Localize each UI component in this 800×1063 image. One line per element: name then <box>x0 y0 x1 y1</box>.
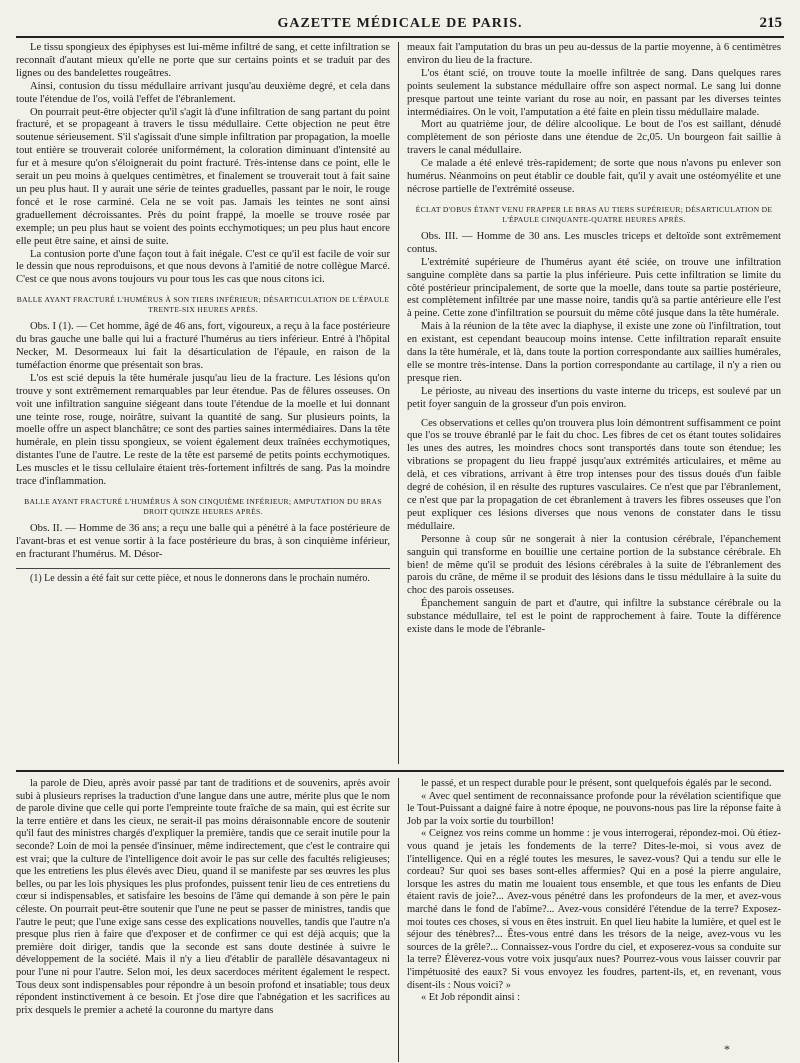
footnote-rule <box>16 568 390 569</box>
footnote: (1) Le dessin a été fait sur cette pièce, et nous le donnerons dans le prochain numéro. <box>30 572 370 584</box>
paragraph: L'os étant scié, on trouve toute la moelle infiltrée de sang. Dans quelques rares points seulement la substance médullaire offre son aspect normal. Le sang lui donne presque partout une teinte variant du rose au noir, en passant par les diverses teintes intermédiaires. On le voit, l'amputation a été faite en plein tissu médullaire malade. <box>407 67 781 118</box>
paragraph: Épanchement sanguin de part et d'autre, qui infiltre la substance cérébrale ou la substance médullaire, tel est le point de rapprochement à faire. Toute la différence existe dans le mode de l'ébranle- <box>407 598 781 636</box>
top-columns <box>16 42 784 764</box>
observation-paragraph: Obs. II. — Homme de 36 ans; a reçu une balle qui a pénétré à la face postérieure de l'avant-bras et est venue sortir à la face postérieure du bras, à son cinquième inférieur, en fracturant l'humérus. M. Désor- <box>16 523 390 560</box>
right-column <box>407 42 781 764</box>
paragraph: Le périoste, au niveau des insertions du vaste interne du triceps, est soulevé par un petit foyer sanguin de la grosseur d'un pois environ. <box>407 385 781 410</box>
paragraph: « Avec quel sentiment de reconnaissance profonde pour la révélation scientifique que le Tout-Puissant a daigné faire à notre époque, ne pouvons-nous pas lire la réponse faite à Job par la voix sortie du tourbillon! <box>407 790 781 827</box>
page-number: 215 <box>759 15 782 31</box>
paragraph: le passé, et un respect durable pour le présent, sont quelquefois égalés par le second. <box>421 778 772 789</box>
paragraph: « Ceignez vos reins comme un homme : je vous interrogerai, répondez-moi. Où étiez-vous quand je jetais les fondements de la terre? Dites-le-moi, si vous avez de l'intelligence. Qui en a réglé toutes les mesures, le savez-vous? Qui a tendu sur elle le cordeau? Sur quoi ses bases sont-elles affermies? Qui en a posé la pierre angulaire, lorsque les astres du matin me louaient tous ensemble, et que tous les enfants de Dieu étaient ravis de joie?... Avez-vous pénétré dans les profondeurs de la mer, et avez-vous marché dans le fond de l'abîme?... Avez-vous considéré l'étendue de la terre? Exposez-moi toutes ces choses, si vous en êtes instruit. En quel lieu habite la lumière, et quel est le séjour des ténèbres?... Êtes-vous entré dans les trésors de la neige, avez-vous vu les sources de la grêle?... Connaissez-vous l'ordre du ciel, et exposerez-vous sa conduite sur la terre? Élèverez-vous votre voix jusqu'aux nues? Pourrez-vous vous laisser couvrir par l'impétuosité des eaux? Si vous envoyez les foudres, partent-ils, et, en revenant, vous disent-ils : Nous voici? » <box>407 828 781 991</box>
column-divider <box>398 778 399 1062</box>
paragraph: Ces observations et celles qu'on trouvera plus loin démontrent suffisamment ce point que l'os se trouve ébranlé par le fait du choc. Les fibres de cet os étant toutes solidaires les unes des autres, les moindres chocs sont transportés dans toute son étendue; les vibrations se propagent du lieu frappé jusqu'aux extrémités articulaires, et même au delà, et ces vibrations, arrivant à être trop intenses pour des tissus doués d'un faible degré de cohésion, il en résulte des ruptures vasculaires. Ce n'est que par l'ébranlement, ce n'est que par la propagation de cet ébranlement à travers les fibres osseuses que l'on peut expliquer ces lésions diverses que nous venons de constater dans le tissu médullaire. <box>407 417 781 532</box>
paragraph: « Et Job répondit ainsi : <box>421 992 520 1004</box>
paragraph: Mais à la réunion de la tête avec la diaphyse, il existe une zone où l'infiltration, tout en existant, est cependant beaucoup moins intense. Cette infiltration reparaît ensuite dans la tête humérale, et là, dans toute la portion correspondante aux saillies humérales, elle se montre très-intense. Dans la portion correspondante au cartilage, il n'y a rien ou presque rien. <box>407 321 781 384</box>
left-column <box>16 42 390 764</box>
paragraph: L'os est scié depuis la tête humérale jusqu'au lieu de la fracture. Les lésions qu'on trouve y sont extrêmement remarquables par leur étendue. Pas de fêlures osseuses. On voit une infiltration sanguine siégeant dans toute l'étendue de la moelle et lui donnant une teinte rose, rouge, noirâtre, suivant la quantité de sang. Sur plusieurs points, la moelle offre un aspect blanchâtre; ce sont des parties saines intermédiaires. Dans la tête humérale, en plein tissu spongieux, se voient également deux traînées ecchymotiques, distantes l'une de l'autre. Le reste de la tête est parsemé de petits points ecchymotiques. Les muscles et le tissu cellulaire étaient très-fortement infiltrés de sang. Pas la moindre trace d'inflammation. <box>16 372 390 488</box>
paragraph: Ce malade a été enlevé très-rapidement; de sorte que nous n'avons pu enlever son humérus. Néanmoins on peut établir ce double fait, qu'il y avait une ostéomyélite et une nécrose partielle de l'extrémité osseuse. <box>407 158 781 195</box>
paragraph: Personne à coup sûr ne songerait à nier la contusion cérébrale, l'épanchement sanguin qui transforme en bouillie une certaine portion de la substance cérébrale. Eh bien! de même qu'il se produit des lésions cérébrales à la suite de l'ébranlement des parois du crâne, de même il se produit des lésions dans le tissu médullaire à la suite du choc des parois osseuses. <box>407 533 781 597</box>
paragraph: On pourrait peut-être objecter qu'il s'agit là d'une infiltration de sang partant du point fracturé, et se propageant à travers le tissu médullaire. Cette objection ne peut être soutenue sérieusement. S'il s'agissait d'une simple infiltration par propagation, la moelle tout entière se trouverait colorée uniformément, la coloration diminuant d'intensité au fur et à mesure qu'on s'éloignerait du point fracturé. Très-intense dans ce point, elle le serait un peu moins à quelques centimètres, et finalement se trouverait tout à fait saine un peu plus haut. Il y aurait une série de teintes graduelles, passant par le noir, le rouge foncé et le rose carminé. Cela ne se voit pas. Jamais les teintes ne sont ainsi graduellement décroissantes. Près du point frappé, la moelle se trouve rosée par exemple; un peu plus haut se voient des points ecchymotiques; un peu plus haut encore elle peut être saine, et ainsi de suite. <box>16 106 390 247</box>
paragraph: L'extrémité supérieure de l'humérus ayant été sciée, on trouve une infiltration sanguine complète dans sa partie la plus inférieure. Puis cette infiltration se limite du côté postérieur principalement, de sorte que la moelle, dans toute sa partie postérieure, est complètement infiltrée par une masse noire, tandis qu'à sa partie antérieure elle l'est à peine. Cette zone d'infiltration se poursuit du même côté jusque dans la tête humérale. <box>407 256 781 320</box>
paragraph: Ainsi, contusion du tissu médullaire arrivant jusqu'au deuxième degré, et cela dans toute l'étendue de l'os, voilà l'effet de l'ébranlement. <box>16 80 390 105</box>
paragraph: La contusion porte d'une façon tout à fait inégale. C'est ce qu'il est facile de voir sur le dessin que nous reproduisons, et que nous devons à l'amitié de notre collègue Marcé. C'est ce que nous avons toujours vu pour tous les cas que nous citons ici. <box>16 248 390 286</box>
section-rule <box>16 770 784 772</box>
bottom-columns <box>16 778 784 1062</box>
observation-paragraph: Obs. I (1). — Cet homme, âgé de 46 ans, fort, vigoureux, a reçu à la face postérieure du bras gauche une balle qui lui a fracturé l'humérus au tiers inférieur. Entré à l'hôpital Necker, M. Desormeaux lui fait la désarticulation de l'épaule, en raison de la tuméfaction énorme que présentait son bras. <box>16 321 390 371</box>
bottom-right-column <box>407 778 781 1062</box>
paragraph: Mort au quatrième jour, de délire alcoolique. Le bout de l'os est saillant, dénudé complètement de son périoste dans une étendue de 2c,05. Un bourgeon fait saillie à travers le canal médullaire. <box>407 119 781 157</box>
observation-caption: BALLE AYANT FRACTURÉ L'HUMÉRUS À SON TIERS INFÉRIEUR; DÉSARTICULATION DE L'ÉPAULE TRENTE-SIX HEURES APRÈS. <box>16 295 390 315</box>
column-divider <box>398 42 399 764</box>
paragraph: Le tissu spongieux des épiphyses est lui-même infiltré de sang, et cette infiltration se reconnaît d'autant mieux qu'elle ne porte que sur certains points et se traduit par des lignes ou des bandelettes rougeâtres. <box>16 42 390 79</box>
ornament-star: * <box>724 1042 730 1056</box>
observation-caption: ÉCLAT D'OBUS ÉTANT VENU FRAPPER LE BRAS AU TIERS SUPÉRIEUR; DÉSARTICULATION DE L'ÉPAULE CINQUANTE-QUATRE HEURES APRÈS. <box>415 204 773 224</box>
paragraph: la parole de Dieu, après avoir passé par tant de traditions et de souvenirs, après avoir subi à plusieurs reprises la traduction d'une langue dans une autre, mérite plus que le nom de parole divine que celle qui porte l'empreinte toute fraîche de sa main, qui est écrite sur la terre entière et dans les cieux, ne serait-il pas moins déraisonnable encore de soutenir qu'il faut des ministres chargés d'expliquer la première, tandis que ce serait inutile pour la seconde? Loin de moi la pensée d'insinuer, même indirectement, que c'est le contraire qui est vrai; que la culture de l'intelligence doit avoir le pas sur celle des facultés religieuses; que les entretiens les plus élevés avec Dieu, quand il se manifeste par ses œuvres les plus belles, ou par les lois physiques les plus profondes, puissent tenir lieu de ces entretiens du cœur si indispensables, et satisfaire les besoins de l'âme qui demande à son père le pain céleste. On pourrait peut-être soutenir que l'une ne peut se passer de ministres, tandis que l'autre le peut; que l'une exige sans cesse des explications nouvelles, tandis que l'autre n'a presque plus rien à faire que d'exposer et de confirmer ce qui est déjà acquis; que la première doit diriger, tandis que la seconde est sans doute destinée à suivre le développement de la société. Mais il n'y a lieu d'établir de parallèle désavantageux ni pour l'une ni pour l'autre. Selon moi, les deux sacerdoces méritent également le respect. Tous deux sont indispensables pour répondre à un besoin profond et insatiable; tous deux répondent instinctivement à ce besoin. Et j'ose dire que l'abnégation et les sacrifices au prix desquels le premier a acheté la couronne du martyre dans <box>16 778 390 1016</box>
bottom-left-column <box>16 778 390 1062</box>
paragraph: meaux fait l'amputation du bras un peu au-dessus de la partie moyenne, à 6 centimètres environ du lieu de la fracture. <box>407 42 781 66</box>
observation-paragraph: Obs. III. — Homme de 30 ans. Les muscles triceps et deltoïde sont extrêmement contus. <box>407 230 781 255</box>
page-header <box>16 10 784 38</box>
observation-caption: BALLE AYANT FRACTURÉ L'HUMÉRUS À SON CINQUIÈME INFÉRIEUR; AMPUTATION DU BRAS DROIT QUINZE HEURES APRÈS. <box>24 497 382 516</box>
journal-title: GAZETTE MÉDICALE DE PARIS. <box>277 16 523 31</box>
